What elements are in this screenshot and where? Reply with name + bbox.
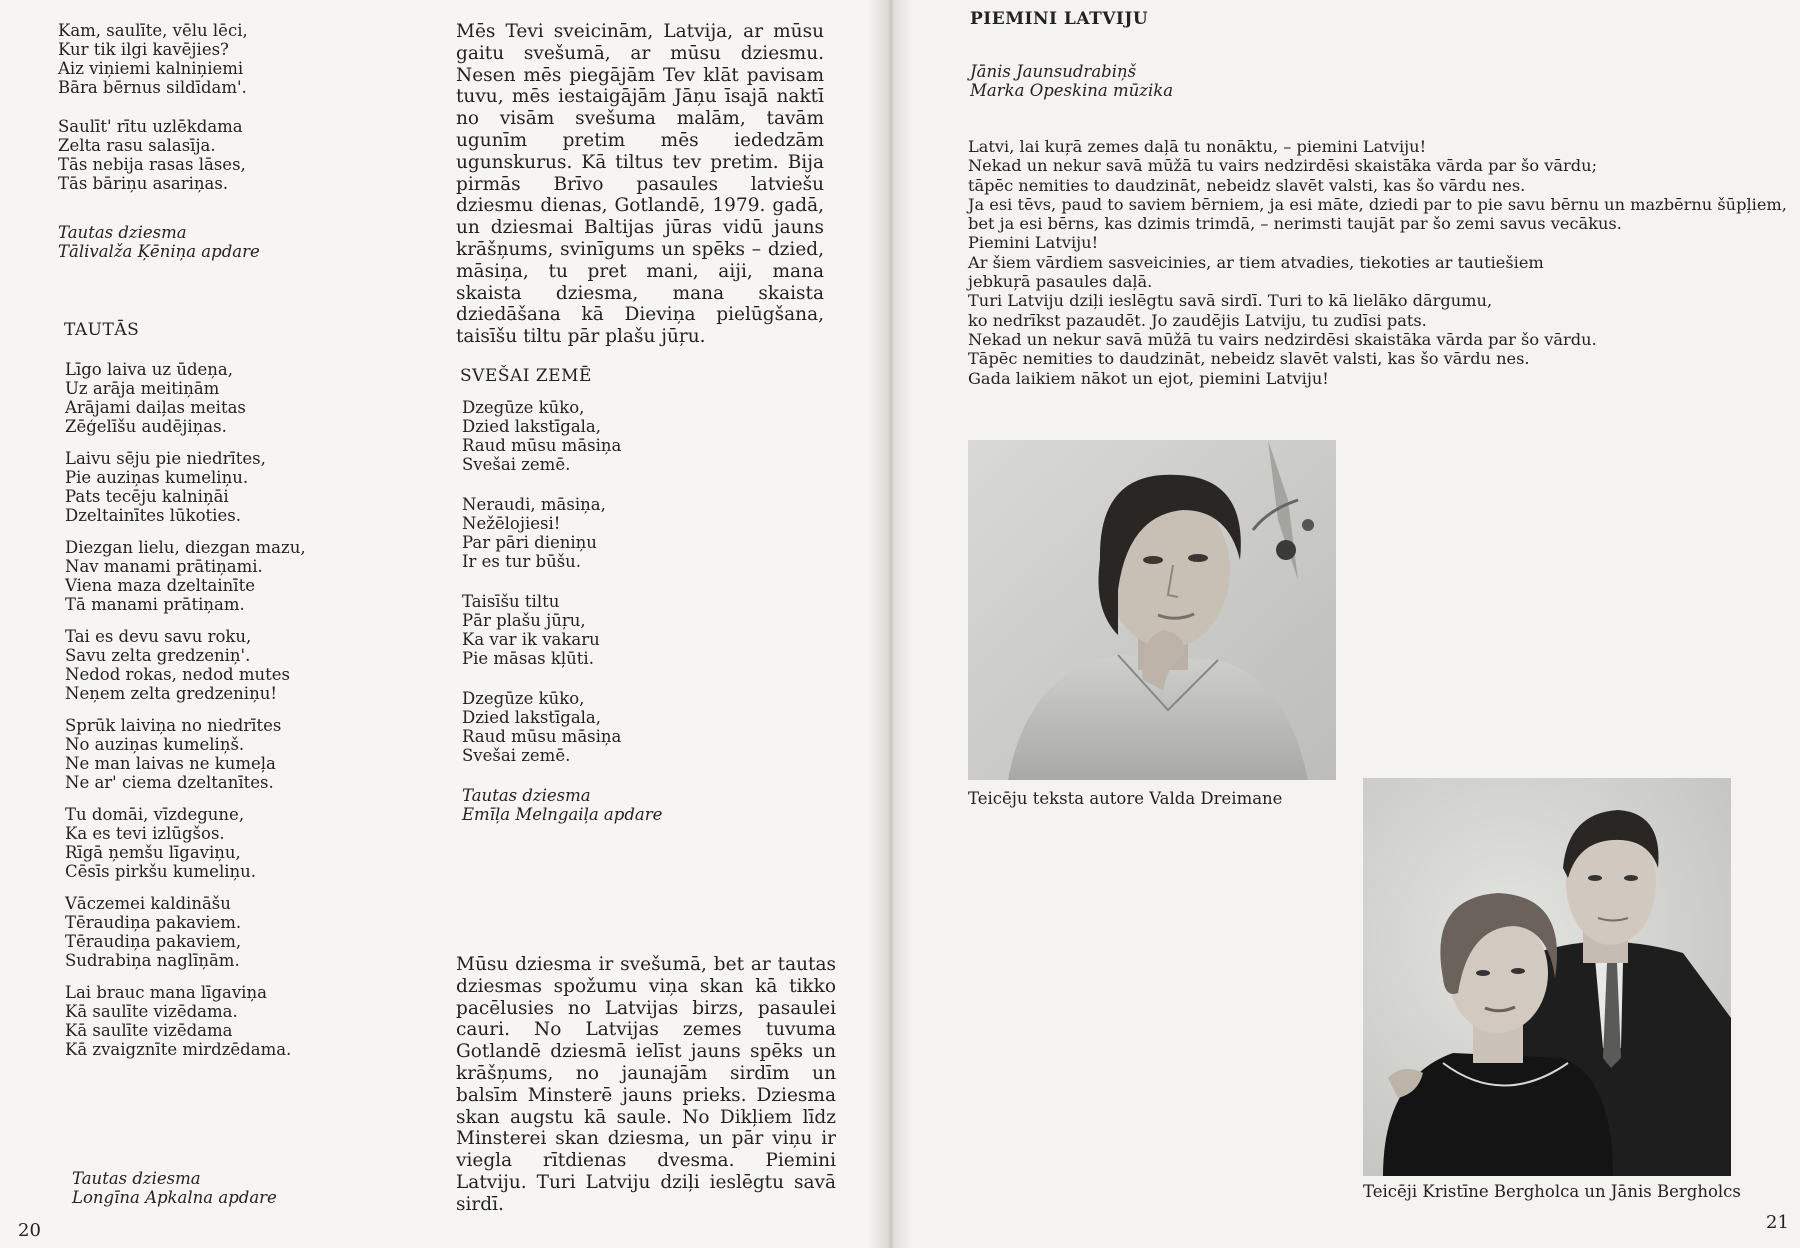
stanza [462, 495, 762, 571]
verse-line: Pie auziņas kumeliņu. [65, 468, 249, 487]
piemini-latviju-text [968, 137, 1787, 388]
credit-line: Longīna Apkalna apdare [72, 1188, 277, 1207]
verse-line: Laivu sēju pie niedrītes, [65, 449, 266, 468]
verse-line: Raud mūsu māsiņa [462, 727, 622, 746]
text-line: Piemini Latviju! [968, 233, 1099, 253]
verse-line: Ir es tur būšu. [462, 552, 582, 571]
verse-line: Aiz viņiemi kalniņiemi [58, 59, 244, 78]
credit [462, 786, 762, 824]
verse-line: Zēģelīšu audējiņas. [65, 417, 227, 436]
portrait-illustration [968, 440, 1336, 780]
poem-kam-saulite [58, 21, 358, 261]
verse-line: Tai es devu savu roku, [65, 627, 252, 646]
portrait-photo-valda-dreimane [968, 440, 1336, 780]
verse-line: Dzied lakstīgala, [462, 708, 602, 727]
stanza [58, 117, 358, 193]
text-line: Turi Latviju dziļi ieslēgtu savā sirdī. Turi to kā lielāko dārgumu, [968, 291, 1493, 311]
stanza [462, 592, 762, 668]
photo-caption-1: Teicēju teksta autore Valda Dreimane [968, 789, 1283, 808]
stanza [65, 360, 365, 436]
text-line: Tāpēc nemities to daudzināt, nebeidz slavēt valsti, kas šo vārdu nes. [968, 349, 1530, 369]
verse-line: Nežēlojiesi! [462, 514, 561, 533]
verse-line: Raud mūsu māsiņa [462, 436, 622, 455]
prose-closing [456, 954, 836, 1216]
verse-line: Sprūk laiviņa no niedrītes [65, 716, 282, 735]
verse-line: Neņem zelta gredzeniņu! [65, 684, 277, 703]
stanza [65, 894, 365, 970]
verse-line: Dzied lakstīgala, [462, 417, 602, 436]
credit-line: Tautas dziesma [58, 223, 187, 242]
credit [72, 1169, 372, 1207]
prose-paragraph: Mūsu dziesma ir svešumā, bet ar tautas dziesmas spožumu viņa skan kā tikko pacēlusies no Latvijas birzs, pasaulei cauri. No Latvijas zemes tuvuma Gotlandē dziesmā ielīst jauns spēks un krāšņums, no jaunajām sirdīm un balsīm Minsterē jauns prieks. Dziesma skan augstu kā saule. No Dikļiem līdz Minsterei skan dziesma, un pār viņu ir viegla rītdienas dvesma. Piemini Latviju. Turi Latviju dziļi ieslēgtu savā sirdī. [456, 954, 836, 1215]
verse-line: Dzegūze kūko, [462, 689, 585, 708]
verse-line: Rīgā ņemšu līgaviņu, [65, 843, 241, 862]
book-gutter [868, 0, 912, 1248]
verse-line: Pār plašu jūŗu, [462, 611, 586, 630]
text-line: ko nedrīkst pazaudēt. Jo zaudējis Latviju, tu zudīsi pats. [968, 310, 1427, 330]
verse-line: Neraudi, māsiņa, [462, 495, 606, 514]
portrait-photo-bergholci [1363, 778, 1731, 1176]
stanza [58, 21, 358, 97]
verse-line: Diezgan lielu, diezgan mazu, [65, 538, 306, 557]
stanza [462, 398, 762, 474]
verse-line: Tu domāi, vīzdegune, [65, 805, 245, 824]
verse-line: Pie māsas kļūti. [462, 649, 594, 668]
photo-caption-2: Teicēji Kristīne Bergholca un Jānis Bergholcs [1363, 1182, 1741, 1201]
verse-line: Ne ar' ciema dzeltanītes. [65, 773, 274, 792]
verse-line: Bāra bērnus sildīdam'. [58, 78, 247, 97]
credit [58, 223, 358, 261]
verse-line: Dzeltainītes lūkoties. [65, 506, 241, 525]
verse-line: Savu zelta gredzeniņ'. [65, 646, 251, 665]
verse-line: Ka es tevi izlūgšos. [65, 824, 225, 843]
text-line: Gada laikiem nākot un ejot, piemini Latviju! [968, 368, 1329, 388]
verse-line: Tēraudiņa pakaviem. [65, 913, 242, 932]
stanza [65, 538, 365, 614]
verse-line: Kā saulīte vizēdama [65, 1021, 233, 1040]
stanza [65, 716, 365, 792]
text-line: tāpēc nemities to daudzināt, nebeidz slavēt valsti, kas šo vārdu nes. [968, 175, 1526, 195]
couple-illustration [1363, 778, 1731, 1176]
stanza [65, 983, 365, 1059]
song-credits [970, 62, 1370, 100]
heading-piemini-latviju: PIEMINI LATVIJU [970, 9, 1149, 29]
verse-line: Kā saulīte vizēdama. [65, 1002, 238, 1021]
stanza [65, 627, 365, 703]
text-line: bet ja esi bērns, kas dzimis trimdā, – nerimsti taujāt par šo zemi savus vecākus. [968, 214, 1622, 234]
verse-line: Nedod rokas, nedod mutes [65, 665, 290, 684]
text-line: Latvi, lai kuŗā zemes daļā tu nonāktu, – piemini Latviju! [968, 137, 1427, 156]
verse-line: Zelta rasu salasīja. [58, 136, 216, 155]
text-line: jebkuŗā pasaules daļā. [968, 272, 1153, 292]
credit-line: Jānis Jaunsudrabiņš [970, 62, 1137, 81]
stanza [65, 805, 365, 881]
verse-line: Pats tecēju kalniņāi [65, 487, 229, 506]
verse-line: Nav manami prātiņami. [65, 557, 263, 576]
credit-line: Tālivalža Ķēniņa apdare [58, 242, 260, 261]
verse-line: Tā manami prātiņam. [65, 595, 245, 614]
stanza [462, 689, 762, 765]
verse-line: Tēraudiņa pakaviem, [65, 932, 242, 951]
text-line: Ar šiem vārdiem sasveicinies, ar tiem atvadies, tiekoties ar tautiešiem [968, 252, 1544, 272]
heading-svesai-zeme: SVEŠAI ZEMĒ [460, 366, 592, 386]
verse-line: Cēsīs pirkšu kumeliņu. [65, 862, 256, 881]
stanza [65, 449, 365, 525]
verse-line: Tās nebija rasas lāses, [58, 155, 246, 174]
text-line: Ja esi tēvs, paud to saviem bērniem, ja esi māte, dziedi par to pie savu bērnu un mazbērnu šūpļiem, [968, 194, 1787, 214]
verse-line: No auziņas kumeliņš. [65, 735, 245, 754]
verse-line: Svešai zemē. [462, 455, 571, 474]
verse-line: Par pāri dieniņu [462, 533, 597, 552]
credit-line: Emīļa Melngaiļa apdare [462, 805, 663, 824]
verse-line: Arājami daiļas meitas [65, 398, 246, 417]
verse-line: Vāczemei kaldināšu [65, 894, 231, 913]
verse-line: Viena maza dzeltainīte [65, 576, 255, 595]
heading-tautas: TAUTĀS [64, 320, 140, 340]
text-line: Nekad un nekur savā mūžā tu vairs nedzirdēsi skaistāka vārda par šo vārdu. [968, 329, 1597, 349]
verse-line: Taisīšu tiltu [462, 592, 560, 611]
poem-tautas [65, 360, 365, 1072]
verse-line: Kā zvaigznīte mirdzēdama. [65, 1040, 292, 1059]
verse-line: Svešai zemē. [462, 746, 571, 765]
page-number-right: 21 [1766, 1212, 1789, 1233]
verse-line: Ne man laivas ne kumeļa [65, 754, 276, 773]
prose-paragraph: Mēs Tevi sveicinām, Latvija, ar mūsu gaitu svešumā, ar mūsu dziesmu. Nesen mēs piegājām Tev klāt pavisam tuvu, mēs iestaigājām Jāņu īsajā naktī no visām svešuma malām, tavām ugunīm pretim mēs iededzām ugunskurus. Kā tiltus tev pretim. Bija pirmās Brīvo pasaules latviešu dziesmu dienas, Gotlandē, 1979. gadā, un dziesmai Baltijas jūras vidū jauns krāšņums, svinīgums un spēks – dzied, māsiņa, tu pret mani, aiji, mana skaista dziesma, mana skaista dziedāšana kā Dieviņa pielūgšana, taisīšu tiltu pār plašu jūŗu. [456, 21, 824, 348]
verse-line: Lai brauc mana līgaviņa [65, 983, 267, 1002]
page-number-left: 20 [18, 1220, 41, 1241]
verse-line: Sudrabiņa naglīņām. [65, 951, 240, 970]
poem-svesai-zeme [462, 398, 762, 824]
verse-line: Līgo laiva uz ūdeņa, [65, 360, 233, 379]
credit-line: Tautas dziesma [72, 1169, 201, 1188]
verse-line: Ka var ik vakaru [462, 630, 600, 649]
prose-intro [456, 21, 824, 348]
text-line: Nekad un nekur savā mūžā tu vairs nedzirdēsi skaistāka vārda par šo vārdu; [968, 156, 1598, 176]
verse-line: Tās bāriņu asariņas. [58, 174, 229, 193]
credit-line: Marka Opeskina mūzika [970, 81, 1174, 100]
verse-line: Saulīt' rītu uzlēkdama [58, 117, 243, 136]
verse-line: Kur tik ilgi kavējies? [58, 40, 229, 59]
verse-line: Uz arāja meitiņām [65, 379, 220, 398]
credit-line: Tautas dziesma [462, 786, 591, 805]
verse-line: Kam, saulīte, vēlu lēci, [58, 21, 248, 40]
verse-line: Dzegūze kūko, [462, 398, 585, 417]
